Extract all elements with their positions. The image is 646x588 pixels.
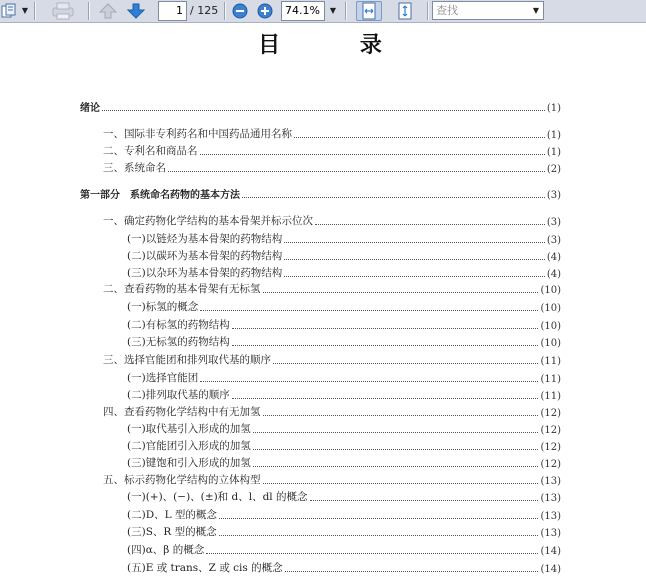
toc-entry-title: (一)(+)、(−)、(±)和 d、l、dl 的概念 (127, 491, 308, 503)
dot-leader (263, 483, 539, 484)
dot-leader (253, 432, 539, 433)
toc-entry[interactable] (127, 388, 561, 402)
dot-leader (242, 197, 545, 198)
search-placeholder: 查找 (436, 4, 458, 17)
dot-leader (263, 415, 539, 416)
toc-entry[interactable] (127, 300, 561, 314)
toolbar-divider (427, 2, 429, 20)
toc-entry-page: (13) (540, 511, 561, 522)
toolbar-divider (34, 2, 36, 20)
toc-entry[interactable] (103, 214, 561, 228)
page-total-label: / 125 (190, 4, 219, 17)
dot-leader (206, 553, 538, 554)
toc-entry-page: (13) (540, 476, 561, 487)
toc-entry[interactable] (127, 335, 561, 349)
toc-entry-page: (12) (540, 425, 561, 436)
toc-entry[interactable] (127, 249, 561, 263)
dot-leader (284, 276, 545, 277)
toc-entry-page: (12) (540, 442, 561, 453)
toc-entry-page: (1) (546, 130, 561, 141)
toc-entry[interactable] (127, 422, 561, 436)
toc-entry[interactable] (103, 144, 561, 158)
toc-entry-page: (14) (540, 546, 561, 557)
toc-entry-page: (14) (540, 564, 561, 575)
toc-entry-title: 绪论 (80, 103, 100, 114)
toc-entry-title: (五)E 或 trans、Z 或 cis 的概念 (127, 562, 283, 574)
toc-entry-title: (三)无标氢的药物结构 (127, 336, 230, 348)
dot-leader (315, 224, 545, 225)
toc-entry-page: (3) (546, 235, 561, 246)
toc-entry-title: 一、确定药物化学结构的基本骨架并标示位次 (103, 215, 313, 227)
toc-entry-title: 第一部分 系统命名药物的基本方法 (80, 190, 240, 201)
dot-leader (102, 110, 545, 111)
toc-entry[interactable] (127, 371, 561, 385)
toc-entry-title: 三、选择官能团和排列取代基的顺序 (103, 354, 271, 366)
toc-entry[interactable] (103, 161, 561, 175)
toc-entry-page: (10) (540, 285, 561, 296)
toc-entry-page: (3) (546, 190, 561, 201)
toc-entry-title: (一)以链烃为基本骨架的药物结构 (127, 233, 283, 245)
toc-entry-title: (三)S、R 型的概念 (127, 526, 217, 538)
toc-entry-title: 五、标示药物化学结构的立体构型 (103, 474, 261, 486)
toc-entry-title: 二、查看药物的基本骨架有无标氢 (103, 283, 261, 295)
dot-leader (200, 310, 538, 311)
toc-entry-title: (三)以杂环为基本骨架的药物结构 (127, 267, 283, 279)
dot-leader (232, 398, 539, 399)
dot-leader (273, 363, 538, 364)
toc-entry-title: 一、国际非专利药名和中国药品通用名称 (103, 128, 292, 140)
toc-entry-page: (12) (540, 459, 561, 470)
search-box[interactable] (432, 1, 544, 20)
dot-leader (200, 381, 538, 382)
dot-leader (294, 137, 545, 138)
toc-entry-page: (10) (540, 321, 561, 332)
zoom-out-icon[interactable] (229, 1, 251, 21)
toc-entry[interactable] (103, 282, 561, 296)
toolbar-divider (88, 2, 90, 20)
toc-entry-page: (4) (546, 269, 561, 280)
next-page-icon[interactable] (124, 1, 148, 21)
dot-leader (232, 345, 539, 346)
toc-entry[interactable] (103, 473, 561, 487)
toc-entry-page: (3) (546, 217, 561, 228)
zoom-dropdown-icon[interactable]: ▼ (329, 6, 337, 15)
toc-entry-page: (4) (546, 252, 561, 263)
toc-entry-title: (一)取代基引入形成的加氢 (127, 423, 251, 435)
toc-entry-title: 四、查看药物化学结构中有无加氢 (103, 406, 261, 418)
toc-entry[interactable] (127, 543, 561, 557)
toc-entry-title: (一)标氢的概念 (127, 301, 199, 313)
toc-entry[interactable] (127, 266, 561, 280)
toc-entry-page: (11) (540, 374, 561, 385)
pages-panel-icon[interactable] (0, 1, 18, 21)
toc-entry-title: (二)官能团引入形成的加氢 (127, 440, 251, 452)
toc-entry-title: (一)选择官能团 (127, 372, 199, 384)
dot-leader (310, 500, 539, 501)
toc-entry-page: (10) (540, 303, 561, 314)
toc-entry-page: (13) (540, 493, 561, 504)
toc-entry-page: (10) (540, 338, 561, 349)
toc-entry-page: (13) (540, 528, 561, 539)
dot-leader (219, 535, 539, 536)
fit-page-icon[interactable] (392, 1, 418, 21)
dot-leader (253, 449, 539, 450)
toc-entry-page: (1) (546, 147, 561, 158)
toc-entry-title: (四)α、β 的概念 (127, 544, 205, 556)
dot-leader (219, 518, 539, 519)
print-icon[interactable] (48, 1, 78, 21)
pages-dropdown-icon[interactable]: ▼ (21, 6, 29, 15)
dot-leader (284, 259, 545, 260)
toc-entry[interactable] (127, 232, 561, 246)
toc-entry-page: (12) (540, 408, 561, 419)
search-dropdown-icon[interactable]: ▼ (532, 6, 540, 15)
toc-entry-title: 三、系统命名 (103, 162, 166, 174)
toolbar (0, 0, 646, 23)
dot-leader (200, 154, 545, 155)
toc-entry[interactable] (127, 525, 561, 539)
toc-entry[interactable] (127, 561, 561, 575)
toc-entry[interactable] (127, 508, 561, 522)
toc-entry-title: (三)键饱和引入形成的加氢 (127, 457, 251, 469)
toc-entry[interactable] (127, 318, 561, 332)
toc-entry-title: (二)排列取代基的顺序 (127, 389, 230, 401)
toc-entry[interactable] (80, 187, 561, 201)
toc-entry[interactable] (127, 439, 561, 453)
dot-leader (263, 292, 539, 293)
page-number-input[interactable]: 1 (158, 1, 187, 21)
toc-entry-page: (11) (540, 356, 561, 367)
toc-entry[interactable] (103, 405, 561, 419)
previous-page-icon[interactable] (96, 1, 120, 21)
toc-entry-title: (二)以碳环为基本骨架的药物结构 (127, 250, 283, 262)
document-page (0, 23, 646, 586)
dot-leader (168, 171, 545, 172)
toolbar-divider (224, 2, 226, 20)
zoom-level-input[interactable]: 74.1% (281, 1, 325, 21)
zoom-in-icon[interactable] (254, 1, 276, 21)
dot-leader (284, 242, 545, 243)
fit-width-icon[interactable] (356, 1, 382, 21)
dot-leader (232, 328, 539, 329)
toc-entry-page: (1) (546, 103, 561, 114)
toolbar-divider (345, 2, 347, 20)
toc-entry-title: (二)有标氢的药物结构 (127, 319, 230, 331)
toc-entry-title: (二)D、L 型的概念 (127, 509, 217, 521)
toc-entry[interactable] (127, 490, 561, 504)
toc-entry[interactable] (103, 127, 561, 141)
toc-entry-page: (11) (540, 391, 561, 402)
toc-entry-page: (2) (546, 164, 561, 175)
toc-entry[interactable] (80, 100, 561, 114)
dot-leader (285, 571, 539, 572)
toc-entry-title: 二、专利名和商品名 (103, 145, 198, 157)
next-section-cutoff (80, 578, 140, 588)
toc-entry[interactable] (103, 353, 561, 367)
page-title: 目 录 (258, 32, 418, 58)
toc-entry[interactable] (127, 456, 561, 470)
dot-leader (253, 466, 539, 467)
